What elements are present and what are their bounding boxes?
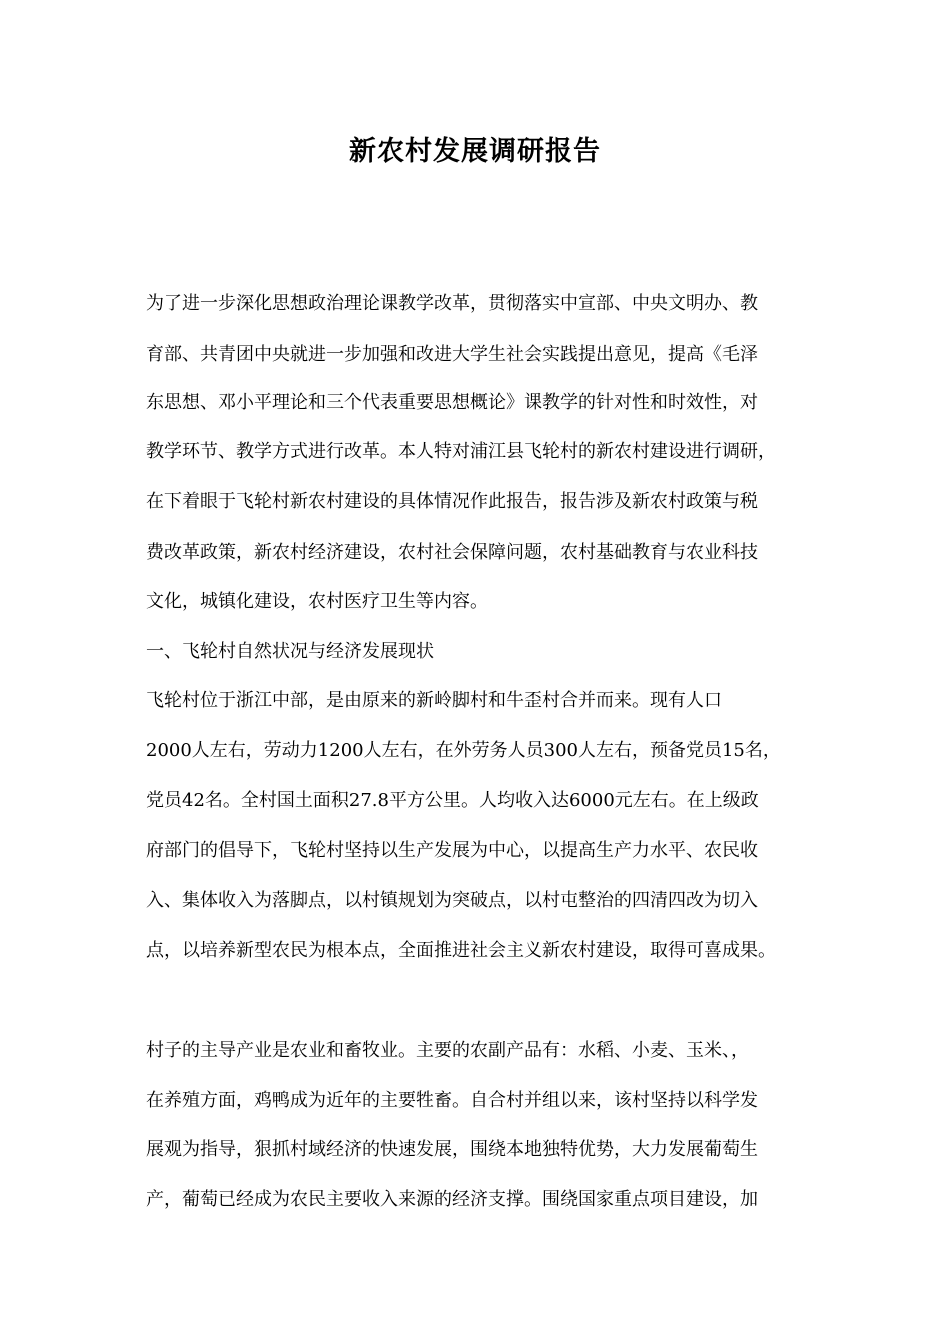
paragraph-line: 府部门的倡导下，飞轮村坚持以生产发展为中心，以提高生产力水平、农民收 xyxy=(146,840,758,861)
paragraph-line: 东思想、邓小平理论和三个代表重要思想概论》课教学的针对性和时效性，对 xyxy=(146,392,758,413)
paragraph-line: 点，以培养新型农民为根本点，全面推进社会主义新农村建设，取得可喜成果。 xyxy=(146,940,776,961)
paragraph-line: 党员42名。全村国土面积27.8平方公里。人均收入达6000元左右。在上级政 xyxy=(146,790,759,811)
paragraph-line: 文化，城镇化建设，农村医疗卫生等内容。 xyxy=(146,591,488,612)
paragraph-line: 教学环节、教学方式进行改革。本人特对浦江县飞轮村的新农村建设进行调研， xyxy=(146,441,776,462)
paragraph-line: 育部、共青团中央就进一步加强和改进大学生社会实践提出意见，提高《毛泽 xyxy=(146,344,758,365)
paragraph-line: 为了进一步深化思想政治理论课教学改革，贯彻落实中宣部、中央文明办、教 xyxy=(146,293,758,314)
paragraph-line: 费改革政策，新农村经济建设，农村社会保障问题，农村基础教育与农业科技 xyxy=(146,542,758,563)
section-heading: 一、飞轮村自然状况与经济发展现状 xyxy=(146,641,434,662)
paragraph-line: 入、集体收入为落脚点，以村镇规划为突破点，以村屯整治的四清四改为切入 xyxy=(146,890,758,911)
document-title: 新农村发展调研报告 xyxy=(349,136,601,167)
paragraph-line: 在养殖方面，鸡鸭成为近年的主要牲畜。自合村并组以来，该村坚持以科学发 xyxy=(146,1090,758,1111)
paragraph-line: 展观为指导，狠抓村域经济的快速发展，围绕本地独特优势，大力发展葡萄生 xyxy=(146,1139,758,1160)
paragraph-line: 产，葡萄已经成为农民主要收入来源的经济支撑。围绕国家重点项目建设，加 xyxy=(146,1189,758,1210)
paragraph-line: 飞轮村位于浙江中部，是由原来的新岭脚村和牛歪村合并而来。现有人口 xyxy=(146,690,722,711)
paragraph-line: 在下着眼于飞轮村新农村建设的具体情况作此报告，报告涉及新农村政策与税 xyxy=(146,491,758,512)
paragraph-line: 村子的主导产业是农业和畜牧业。主要的农副产品有：水稻、小麦、玉米、， xyxy=(146,1040,749,1061)
paragraph-line: 2000人左右，劳动力1200人左右，在外劳务人员300人左右，预备党员15名， xyxy=(146,740,781,761)
